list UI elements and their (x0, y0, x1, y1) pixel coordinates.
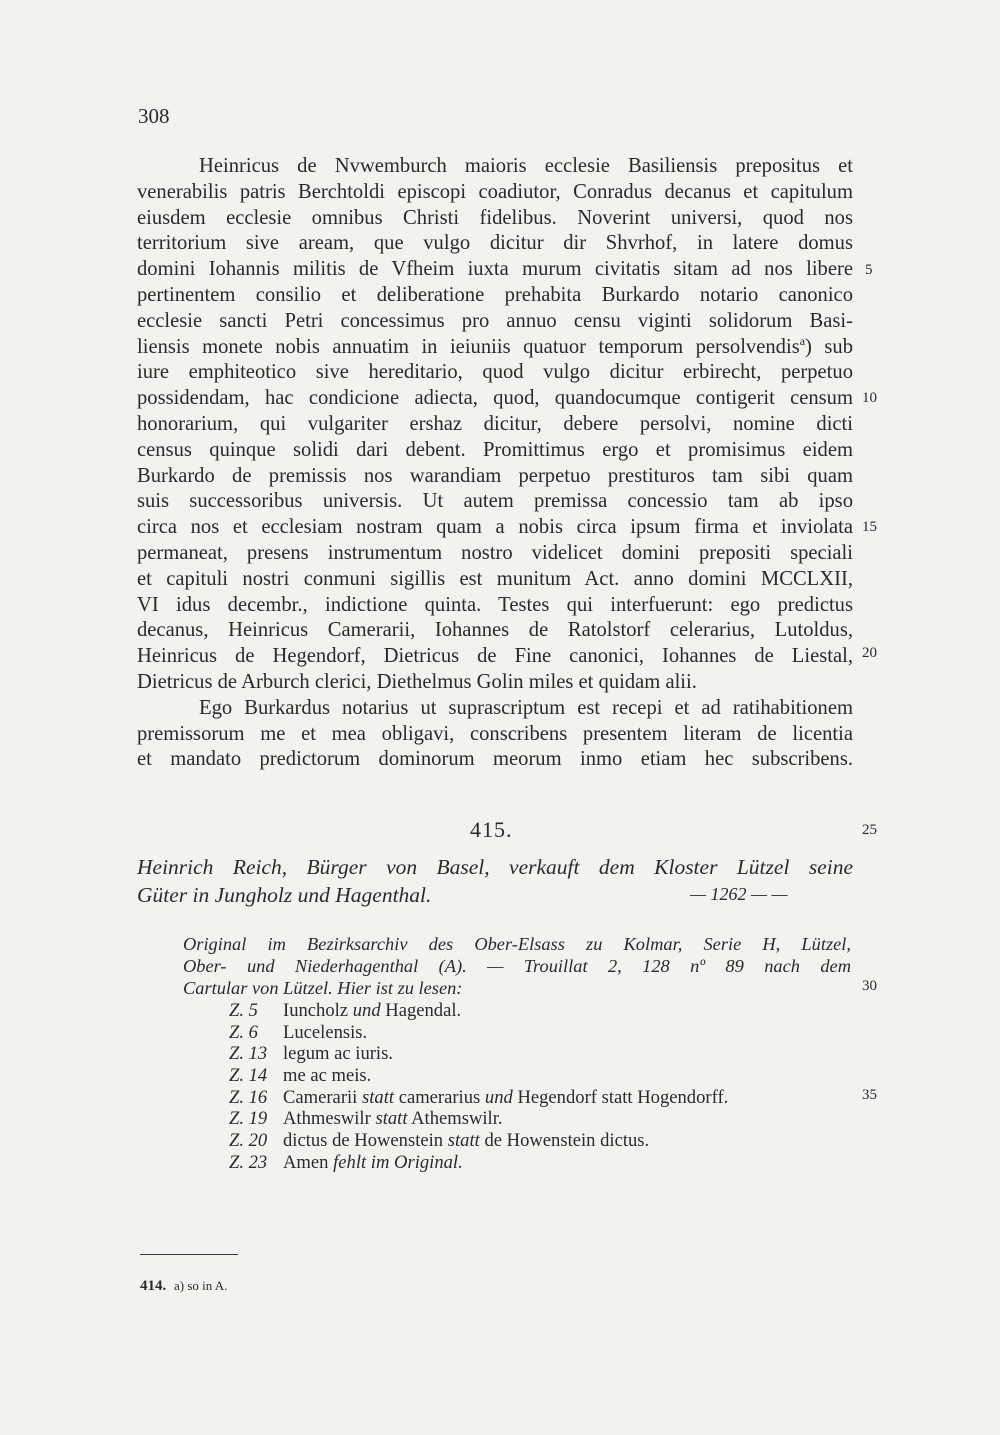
text-line: venerabilis patris Berchtoldi episcopi coadiutor, Conradus decanus et capitulum (137, 180, 853, 203)
editor-note: und (484, 1086, 513, 1108)
document-number: 415. (470, 817, 513, 842)
footnote-text: a) so in A. (174, 1278, 228, 1293)
line-ref: Z. 14 (229, 1065, 268, 1087)
correction-item (229, 1087, 728, 1109)
reading: Iuncholz (283, 1000, 349, 1021)
text-line: iure emphiteotico sive hereditario, quod vulgo dicitur erbirecht, perpetuo (137, 361, 853, 384)
reading: Camerarii (283, 1086, 358, 1108)
footnote-doc-number: 414. (140, 1278, 167, 1294)
reading: Athemswilr. (411, 1108, 503, 1130)
text-fragment: ) sub (805, 335, 853, 358)
reading: Amen (283, 1151, 329, 1173)
text-line: premissorum me et mea obligavi, conscribens presentem literam de licentia (137, 722, 853, 745)
text-line: pertinentem consilio et deliberatione prehabita Burkardo notario canonico (137, 283, 853, 306)
text-line: Ego Burkardus notarius ut suprascriptum est recepi et ad ratihabitionem (199, 696, 853, 719)
text-line: Heinricus de Hegendorf, Dietricus de Fine canonici, Iohannes de Liestal, (137, 645, 853, 668)
text-line-with-footnote (137, 335, 853, 361)
footnote-marker: a (799, 333, 806, 348)
line-ref: Z. 5 (229, 1000, 258, 1021)
source-commentary (183, 933, 851, 999)
footnote (140, 1278, 227, 1295)
editor-note: fehlt im Original. (333, 1151, 463, 1173)
editor-note: und (352, 1000, 381, 1021)
reading: Hagendal. (385, 1000, 462, 1021)
margin-line-number: 20 (862, 645, 877, 661)
line-ref: Z. 6 (229, 1021, 258, 1043)
correction-item (229, 1065, 728, 1087)
text-line: ecclesie sancti Petri concessimus pro annuo censu viginti solidorum Basi- (137, 309, 853, 332)
charter-text (137, 154, 853, 773)
reading: Athmeswilr (283, 1108, 371, 1130)
margin-line-number: 25 (862, 822, 877, 838)
text-line: possidendam, hac condicione adiecta, quod, quandocumque contigerit censum (137, 387, 853, 410)
text-line: census quinque solidi dari debent. Promittimus ergo et promisimus eidem (137, 438, 853, 461)
correction-item (229, 1152, 728, 1174)
text-line: et capituli nostri conmuni sigillis est munitum Act. anno domini MCCLXII, (137, 567, 853, 590)
text-line: eiusdem ecclesie omnibus Christi fidelibus. Noverint universi, quod nos (137, 206, 853, 229)
margin-line-number: 10 (862, 390, 877, 406)
heading-line: Heinrich Reich, Bürger von Basel, verkauft dem Kloster Lützel seine (137, 855, 853, 879)
commentary-line: Cartular von Lützel. Hier ist zu lesen: (183, 978, 463, 998)
reading: camerarius (398, 1086, 481, 1108)
line-ref: Z. 20 (229, 1130, 268, 1152)
correction-item (229, 1000, 728, 1022)
text-line: VI idus decembr., indictione quinta. Testes qui interfuerunt: ego predictus (137, 593, 853, 616)
heading-date: — 1262 — — (690, 884, 788, 904)
reading: Lucelensis. (283, 1021, 368, 1043)
margin-line-number: 35 (862, 1087, 877, 1103)
reading: de Howenstein dictus. (484, 1130, 650, 1152)
line-ref: Z. 23 (229, 1151, 268, 1173)
text-line: decanus, Heinricus Camerarii, Iohannes de Ratolstorf celerarius, Lutoldus, (137, 619, 853, 642)
text-line: honorarium, qui vulgariter ershaz dicitur, debere persolvi, nomine dicti (137, 412, 853, 435)
margin-line-number: 30 (862, 978, 877, 994)
correction-item (229, 1022, 728, 1044)
commentary-line: Original im Bezirksarchiv des Ober-Elsass zu Kolmar, Serie H, Lützel, (183, 934, 851, 954)
reading: Hegendorf statt Hogendorff. (517, 1086, 729, 1108)
reading: legum ac iuris. (283, 1043, 393, 1065)
line-ref: Z. 16 (229, 1086, 268, 1108)
footnote-divider (140, 1254, 238, 1255)
text-line: Dietricus de Arburch clerici, Diethelmus Golin miles et quidam alii. (137, 670, 697, 693)
editor-note: statt (447, 1130, 480, 1152)
reading: me ac meis. (283, 1065, 372, 1087)
correction-item (229, 1130, 728, 1152)
text-line: circa nos et ecclesiam nostram quam a nobis circa ipsum firma et inviolata (137, 516, 853, 539)
page-number: 308 (138, 104, 170, 128)
text-line: territorium sive aream, que vulgo dicitur dir Shvrhof, in latere domus (137, 232, 853, 255)
correction-item (229, 1043, 728, 1065)
correction-item (229, 1108, 728, 1130)
text-line: suis successoribus universis. Ut autem premissa concessio tam ab ipso (137, 490, 853, 513)
text-line: Heinricus de Nvwemburch maioris ecclesie Basiliensis prepositus et (199, 155, 853, 177)
margin-line-number: 15 (862, 519, 877, 535)
text-fragment: liensis monete nobis annuatim in ieiuniis quatuor temporum persolvendis (137, 335, 800, 358)
line-ref: Z. 13 (229, 1043, 268, 1065)
text-line: et mandato predictorum dominorum meorum inmo etiam hec subscribens. (137, 748, 853, 771)
editor-note: statt (375, 1108, 408, 1130)
heading-line: Güter in Jungholz und Hagenthal. (137, 883, 432, 907)
reading: dictus de Howenstein (283, 1130, 444, 1152)
margin-line-number: 5 (865, 262, 873, 278)
corrections-list (229, 1000, 728, 1174)
line-ref: Z. 19 (229, 1108, 268, 1130)
text-line: Burkardo de premissis nos warandiam perpetuo prestituros tam sibi quam (137, 464, 853, 487)
commentary-line: Ober- und Niederhagenthal (A). — Trouillat 2, 128 nº 89 nach dem (183, 956, 851, 976)
editor-note: statt (362, 1086, 395, 1108)
text-line: permaneat, presens instrumentum nostro videlicet domini prepositi speciali (137, 541, 853, 564)
text-line: domini Iohannis militis de Vfheim iuxta murum civitatis sitam ad nos libere (137, 258, 853, 281)
